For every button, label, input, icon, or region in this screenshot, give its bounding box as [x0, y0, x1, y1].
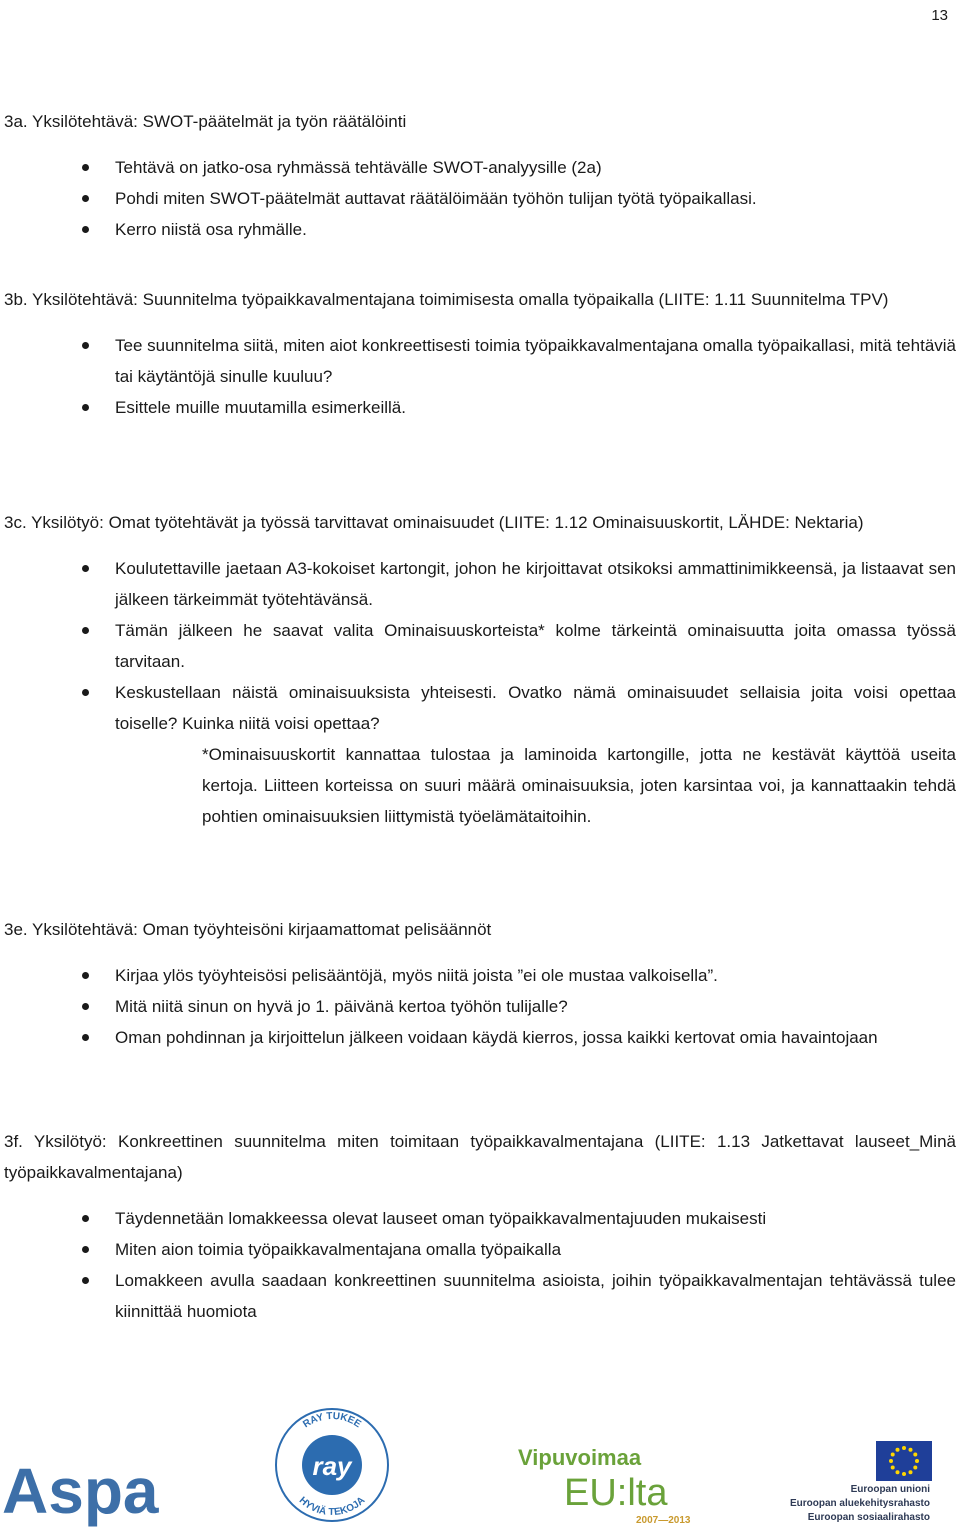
eu-text-line: Euroopan aluekehitysrahasto [789, 1498, 930, 1509]
list-item: Täydennetään lomakkeessa olevat lauseet oman työpaikkavalmentajuuden mukaisesti [4, 1203, 956, 1234]
footer-logos [0, 1395, 960, 1528]
section-heading: 3c. Yksilötyö: Omat työtehtävät ja työssä tarvittavat ominaisuudet (LIITE: 1.12 Ominaisuuskortit, LÄHDE: Nektaria) [4, 513, 864, 532]
eu-text-line: Euroopan unioni [850, 1484, 930, 1495]
ray-bottom-text: HYVIÄ TEKOJA [296, 1494, 368, 1519]
section-heading: 3b. Yksilötehtävä: Suunnitelma työpaikkavalmentajana toimimisesta omalla työpaikalla (LIITE: 1.11 Suunnitelma TPV) [4, 290, 889, 309]
years-text: 2007—2013 [636, 1515, 691, 1526]
section-3c [4, 507, 956, 832]
eu-flag-icon [876, 1441, 932, 1481]
section-3a [4, 106, 956, 245]
section-heading: 3a. Yksilötehtävä: SWOT-päätelmät ja työn räätälöinti [4, 112, 407, 131]
section-3b [4, 284, 956, 423]
ray-logo-text: ray [312, 1451, 352, 1481]
list-item: Kirjaa ylös työyhteisösi pelisääntöjä, myös niitä joista ”ei ole mustaa valkoisella”. [4, 960, 956, 991]
section-heading: 3f. Yksilötyö: Konkreettinen suunnitelma miten toimitaan työpaikkavalmentajana (LIITE: 1.13 Jatkettavat lauseet_Minä työpaikkavalmentajana) [4, 1132, 956, 1182]
bullet-list [4, 330, 956, 423]
vipuvoimaa-text: Vipuvoimaa [518, 1445, 642, 1470]
list-item: Pohdi miten SWOT-päätelmät auttavat räätälöimään työhön tulijan työtä työpaikallasi. [4, 183, 956, 214]
section-3e [4, 914, 956, 1053]
eu-text-line: Euroopan sosiaalirahasto [807, 1512, 930, 1523]
list-item: Lomakkeen avulla saadaan konkreettinen suunnitelma asioista, joihin työpaikkavalmentajan tehtävässä tulee kiinnittää huomiota [4, 1265, 956, 1327]
bullet-list [4, 553, 956, 739]
section-heading: 3e. Yksilötehtävä: Oman työyhteisöni kirjaamattomat pelisäännöt [4, 920, 492, 939]
list-item: Esittele muille muutamilla esimerkeillä. [4, 392, 956, 423]
aspa-logo [0, 1425, 159, 1527]
list-item: Mitä niitä sinun on hyvä jo 1. päivänä kertoa työhön tulijalle? [4, 991, 956, 1022]
section-3f [4, 1126, 956, 1327]
list-item: Koulutettaville jaetaan A3-kokoiset kartongit, johon he kirjoittavat otsikoksi ammattinimikkeensä, ja listaavat sen jälkeen tärkeimmät työtehtävänsä. [4, 553, 956, 615]
bullet-list [4, 152, 956, 245]
eu-logo [788, 1441, 958, 1527]
vipuvoimaa-logo [516, 1443, 696, 1528]
bullet-list [4, 1203, 956, 1327]
list-item: Tee suunnitelma siitä, miten aiot konkreettisesti toimia työpaikkavalmentajana omalla työpaikallasi, mitä tehtäviä tai käytäntöjä sinulle kuuluu? [4, 330, 956, 392]
ray-logo [272, 1403, 392, 1525]
list-item: Tehtävä on jatko-osa ryhmässä tehtävälle SWOT-analyysille (2a) [4, 152, 956, 183]
note-paragraph: *Ominaisuuskortit kannattaa tulostaa ja laminoida kartongille, jotta ne kestävät käyttöä useita kertoja. Liitteen korteissa on suuri määrä ominaisuuksia, joten karsintaa voi, ja kannattaakin tehdä pohtien ominaisuuksien liittymistä työelämätaitoihin. [202, 745, 956, 826]
bullet-list [4, 960, 956, 1053]
list-item: Oman pohdinnan ja kirjoittelun jälkeen voidaan käydä kierros, jossa kaikki kertovat omia havaintojaan [4, 1022, 956, 1053]
list-item: Miten aion toimia työpaikkavalmentajana omalla työpaikalla [4, 1234, 956, 1265]
page-number: 13 [931, 7, 948, 24]
eulta-text: EU:lta [564, 1472, 668, 1514]
aspa-logo-text: Aspa [2, 1455, 159, 1527]
list-item: Keskustellaan näistä ominaisuuksista yhteisesti. Ovatko nämä ominaisuudet sellaisia joita voisi opettaa toiselle? Kuinka niitä voisi opettaa? [4, 677, 956, 739]
list-item: Kerro niistä osa ryhmälle. [4, 214, 956, 245]
list-item: Tämän jälkeen he saavat valita Ominaisuuskorteista* kolme tärkeintä ominaisuutta joita omassa työssä tarvitaan. [4, 615, 956, 677]
ray-top-text: RAY TUKEE [301, 1410, 363, 1431]
